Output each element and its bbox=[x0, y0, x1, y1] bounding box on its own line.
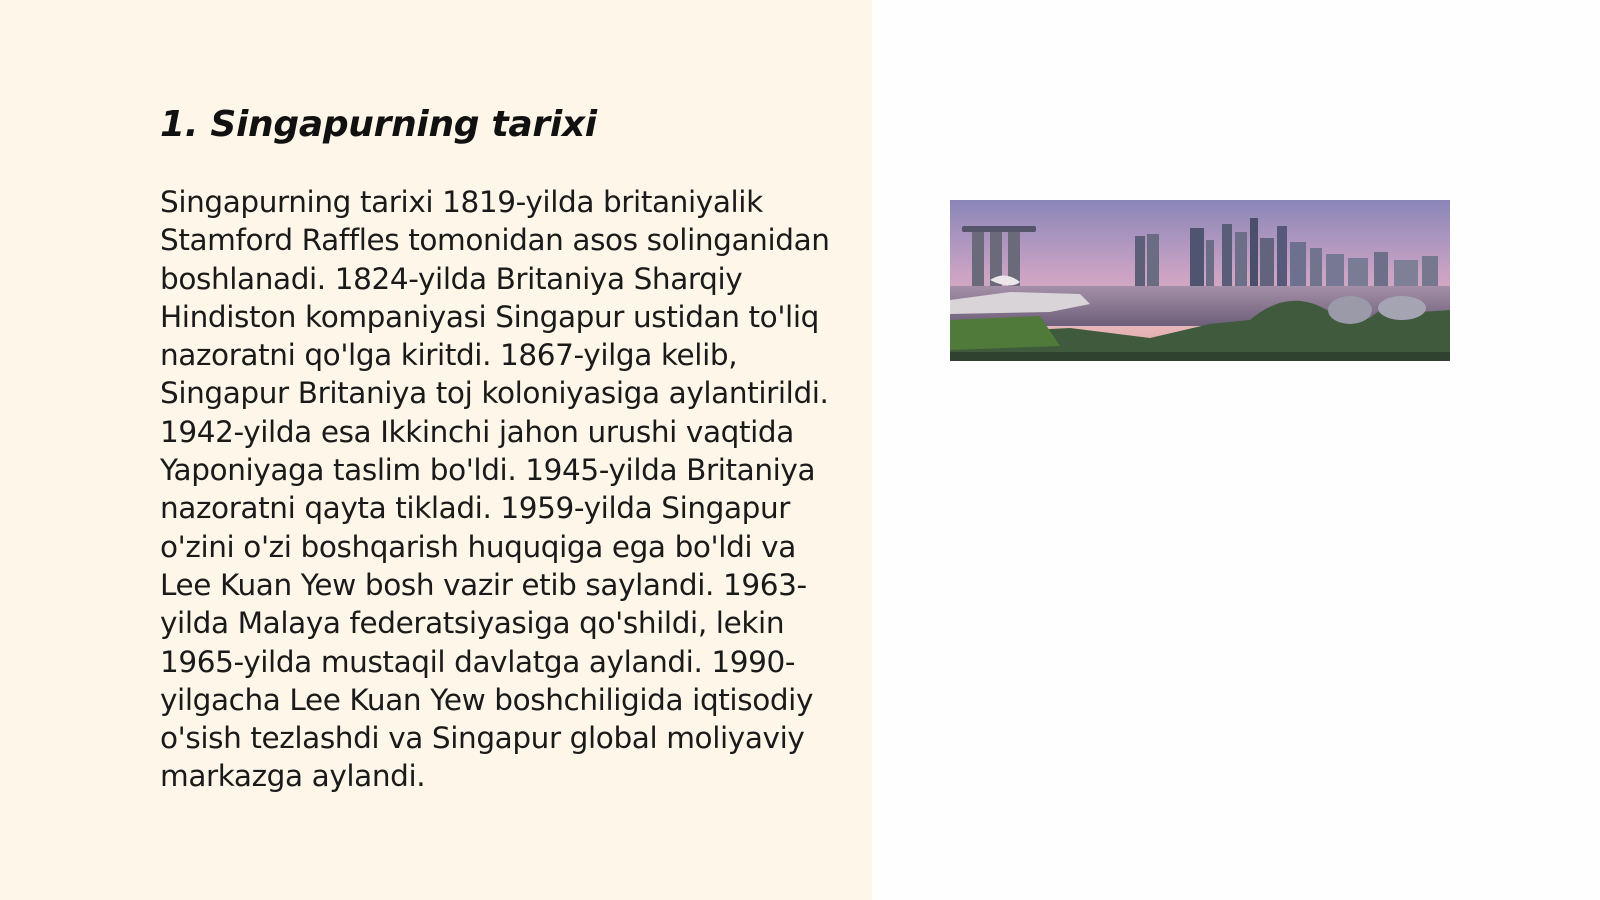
right-panel bbox=[872, 0, 1600, 900]
slide-body-text: Singapurning tarixi 1819-yilda britaniyalik Stamford Raffles tomonidan asos solinganidan boshlanadi. 1824-yilda Britaniya Sharqiy Hindiston kompaniyasi Singapur ustidan to'liq nazoratni qo'lga kiritdi. 1867-yilga kelib, Singapur Britaniya toj koloniyasiga aylantirildi. 1942-yilda esa Ikkinchi jahon urushi vaqtida Yaponiyaga taslim bo'ldi. 1945-yilda Britaniya nazoratni qayta tikladi. 1959-yilda Singapur o'zini o'zi boshqarish huquqiga ega bo'ldi va Lee Kuan Yew bosh vazir etib saylandi. 1963-yilda Malaya federatsiyasiga qo'shildi, lekin 1965-yilda mustaqil davlatga aylandi. 1990-yilgacha Lee Kuan Yew boshchiligida iqtisodiy o'sish tezlashdi va Singapur global moliyaviy markazga aylandi. bbox=[160, 185, 830, 794]
singapore-skyline-photo bbox=[950, 200, 1450, 361]
slide-title: 1. Singapurning tarixi bbox=[160, 104, 597, 145]
